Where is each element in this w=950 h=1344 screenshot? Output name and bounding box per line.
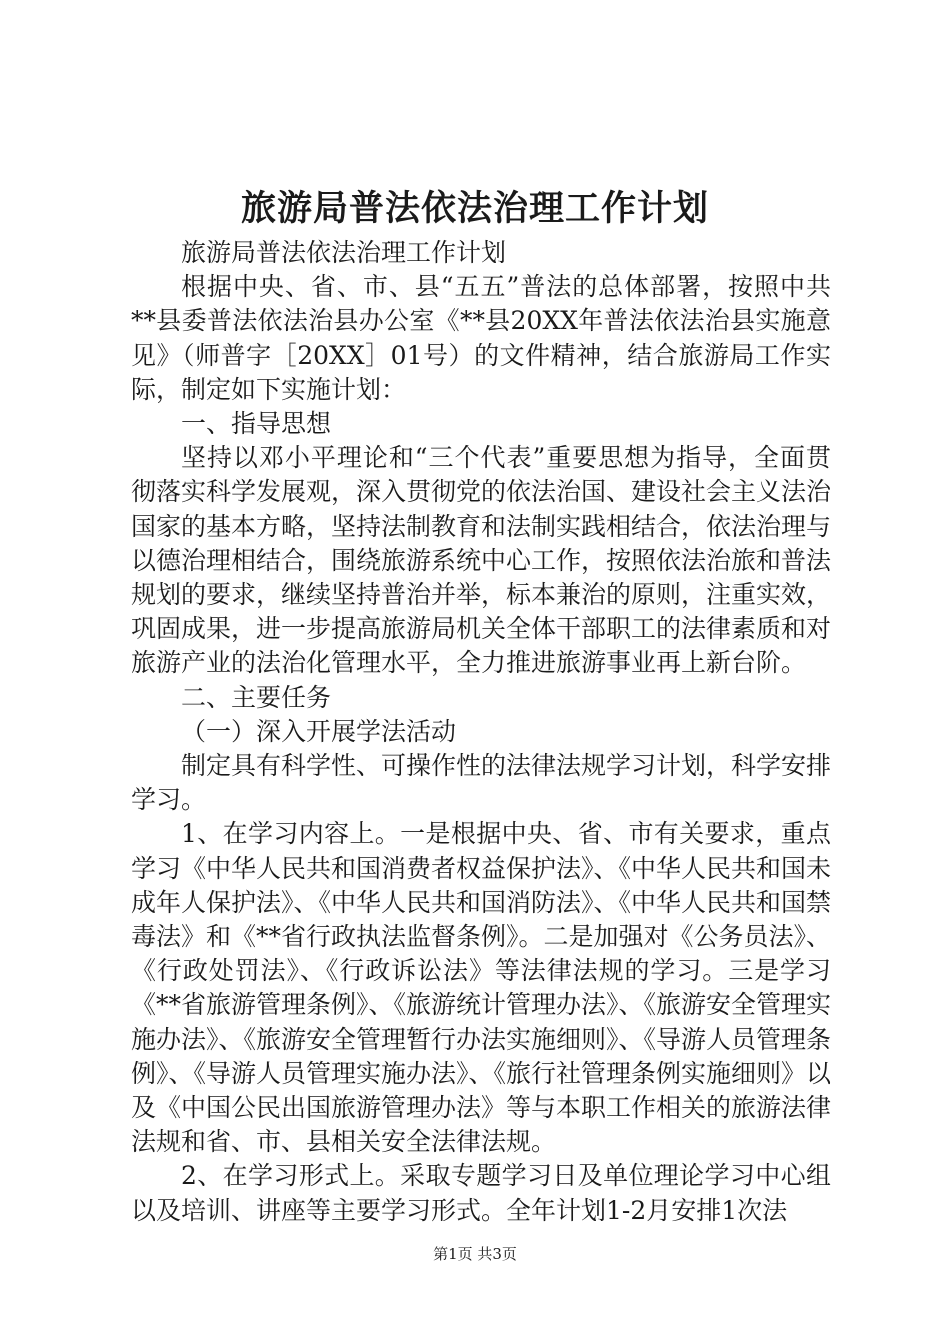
paragraph-study-plan: 制定具有科学性、可操作性的法律法规学习计划，科学安排学习。 xyxy=(131,751,832,815)
paragraph-subtitle: 旅游局普法依法治理工作计划 xyxy=(181,238,507,267)
paragraph-guiding-ideology: 坚持以邓小平理论和“三个代表”重要思想为指导，全面贯彻落实科学发展观，深入贯彻党的依法治国、建设社会主义法治国家的基本方略，坚持法制教育和法制实践相结合，依法治理与以德治理相结合，围绕旅游系统中心工作，按照依法治旅和普法规划的要求，继续坚持普治并举，标本兼治的原则，注重实效，巩固成果，进一步提高旅游局机关全体干部职工的法律素质和对旅游产业的法治化管理水平，全力推进旅游事业再上新台阶。 xyxy=(131,443,832,678)
subheading-study-activities: （一）深入开展学法活动 xyxy=(181,716,457,746)
heading-guiding-ideology: 一、指导思想 xyxy=(181,409,332,439)
paragraph-study-form: 2、在学习形式上。采取专题学习日及单位理论学习中心组以及培训、讲座等主要学习形式。全年计划1-2月安排1次法 xyxy=(131,1161,831,1225)
document-title: 旅游局普法依法治理工作计划 xyxy=(240,188,709,229)
page-footer: 第1页 共3页 xyxy=(433,1245,517,1263)
document-body xyxy=(131,236,831,1228)
paragraph-intro: 根据中央、省、市、县“五五”普法的总体部署，按照中共**县委普法依法治县办公室《**县20XX年普法依法治县实施意见》（师普字［20XX］01号）的文件精神，结合旅游局工作实际，制定如下实施计划： xyxy=(131,272,831,404)
paragraph-study-content: 1、在学习内容上。一是根据中央、省、市有关要求，重点学习《中华人民共和国消费者权益保护法》、《中华人民共和国未成年人保护法》、《中华人民共和国消防法》、《中华人民共和国禁毒法》和《**省行政执法监督条例》。二是加强对《公务员法》、《行政处罚法》、《行政诉讼法》等法律法规的学习。三是学习《**省旅游管理条例》、《旅游统计管理办法》、《旅游安全管理实施办法》、《旅游安全管理暂行办法实施细则》、《导游人员管理条例》、《导游人员管理实施办法》、《旅行社管理条例实施细则》以及《中国公民出国旅游管理办法》等与本职工作相关的旅游法律法规和省、市、县相关安全法律法规。 xyxy=(131,819,832,1157)
heading-main-tasks: 二、主要任务 xyxy=(181,682,332,712)
